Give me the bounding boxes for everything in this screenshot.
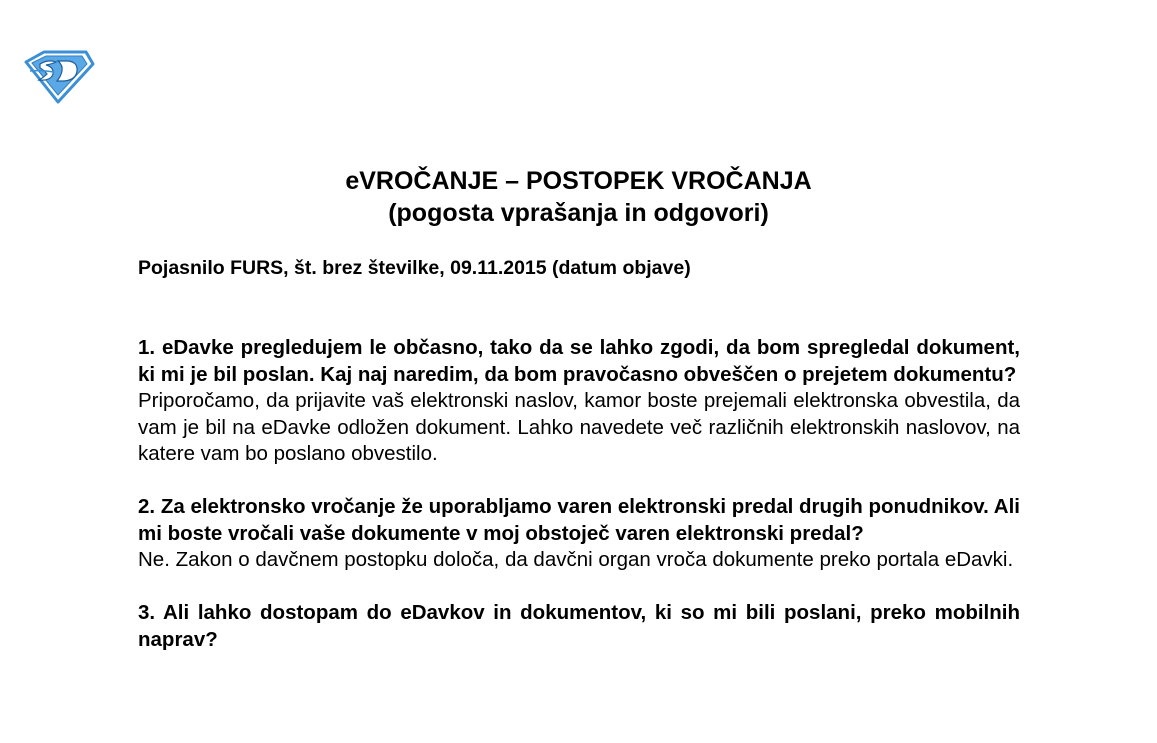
faq-item-3 [138,600,1020,653]
faq-answer: Ne. Zakon o davčnem postopku določa, da davčni organ vroča dokumente preko portala eDavki. [138,548,1014,571]
faq-item-2 [138,494,1020,574]
sd-shield-logo-icon [22,48,96,104]
faq-question: 2. Za elektronsko vročanje že uporabljamo varen elektronski predal drugih ponudnikov. Ali mi boste vročali vaše dokumente v moj obstoječ varen elektronski predal? [138,495,1020,545]
faq-question: 3. Ali lahko dostopam do eDavkov in dokumentov, ki so mi bili poslani, preko mobilnih naprav? [138,601,1020,651]
faq-question: 1. eDavke pregledujem le občasno, tako da se lahko zgodi, da bom spregledal dokument, ki mi je bil poslan. Kaj naj naredim, da bom pravočasno obveščen o prejetem dokumentu? [138,336,1020,386]
document-title: eVROČANJE – POSTOPEK VROČANJA [345,167,812,195]
faq-answer: Priporočamo, da prijavite vaš elektronski naslov, kamor boste prejemali elektronska obvestila, da vam je bil na eDavke odložen dokument. Lahko navedete več različnih elektronskih naslovov, na katere vam bo poslano obvestilo. [138,389,1020,465]
document-title-block [0,165,1157,229]
faq-item-1 [138,335,1020,468]
document-reference: Pojasnilo FURS, št. brez številke, 09.11.2015 (datum objave) [138,257,691,279]
faq-list [138,335,1020,680]
document-subtitle: (pogosta vprašanja in odgovori) [388,199,769,227]
